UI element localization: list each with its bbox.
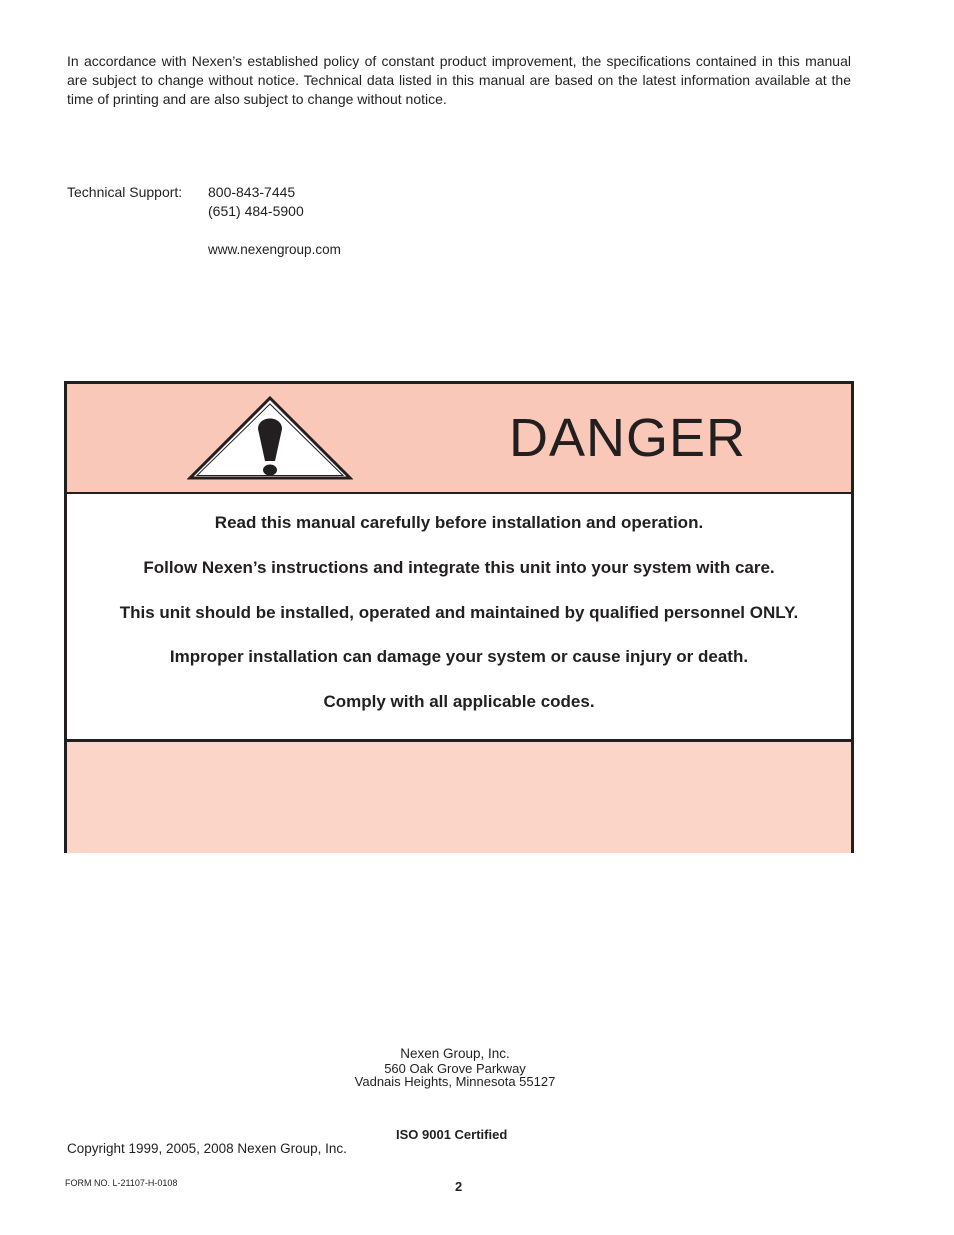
company-street: 560 Oak Grove Parkway (384, 1061, 526, 1076)
technical-support-label: Technical Support: (67, 184, 183, 200)
danger-line-qualified-personnel: This unit should be installed, operated and maintained by qualified personnel ONLY. (119, 603, 799, 622)
danger-notice (64, 381, 854, 853)
iso-certification: ISO 9001 Certified (396, 1127, 508, 1142)
danger-instructions (67, 494, 851, 738)
danger-title: DANGER (509, 408, 747, 468)
danger-line-comply-codes: Comply with all applicable codes. (323, 692, 595, 711)
danger-line-follow-instructions: Follow Nexen’s instructions and integrate this unit into your system with care. (143, 558, 775, 577)
company-address (305, 1046, 605, 1088)
support-phone-secondary: (651) 484-5900 (208, 203, 304, 219)
support-website: www.nexengroup.com (208, 242, 341, 257)
form-number: FORM NO. L-21107-H-0108 (65, 1178, 178, 1188)
page-number: 2 (455, 1179, 463, 1194)
intro-paragraph: In accordance with Nexen’s established policy of constant product improvement, the specifications contained in this manual are subject to change without notice. Technical data listed in this manual are based on the latest information available at the time of printing and are also subject to change without notice. (67, 53, 851, 107)
company-name: Nexen Group, Inc. (400, 1046, 510, 1061)
danger-line-read-manual: Read this manual carefully before installation and operation. (214, 513, 704, 532)
danger-line-improper-installation: Improper installation can damage your system or cause injury or death. (169, 647, 749, 666)
copyright-notice: Copyright 1999, 2005, 2008 Nexen Group, Inc. (67, 1141, 347, 1156)
support-phone-primary: 800-843-7445 (208, 184, 296, 200)
danger-footer-band (67, 739, 851, 853)
company-city: Vadnais Heights, Minnesota 55127 (354, 1074, 556, 1089)
warning-triangle-exclamation-icon (187, 395, 353, 481)
danger-header (67, 384, 851, 494)
